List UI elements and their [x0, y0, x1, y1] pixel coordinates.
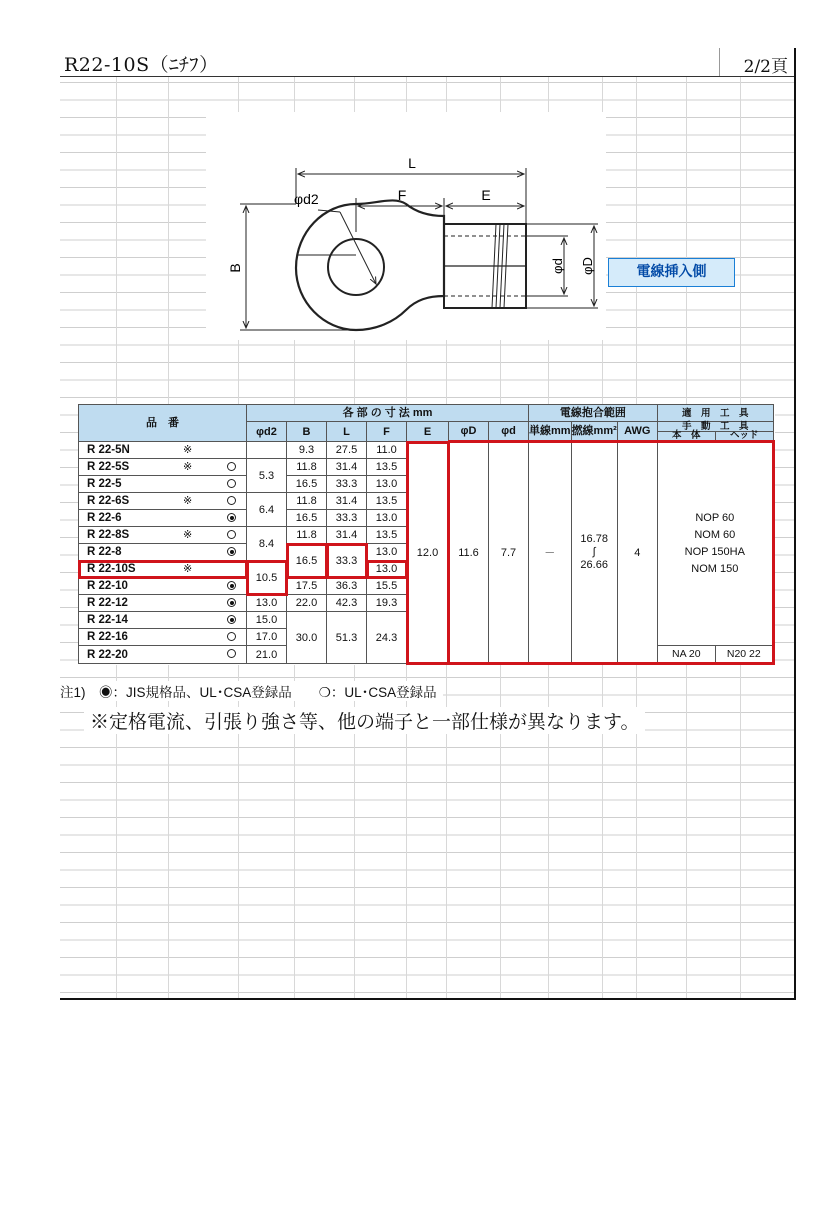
cell-d2: 17.0 — [247, 629, 287, 646]
ul-csa-mark-icon — [227, 530, 236, 539]
cell-L: 31.4 — [327, 493, 367, 510]
col-wire-range: 電線抱合範囲 — [529, 405, 658, 422]
cell-B: 16.5 — [287, 476, 327, 493]
jis-mark-icon — [227, 581, 236, 590]
col-dimensions: 各 部 の 寸 法 mm — [247, 405, 529, 422]
cell-d2: 15.0 — [247, 612, 287, 629]
col-E: E — [407, 422, 449, 442]
table-row — [79, 442, 774, 459]
ul-csa-mark-icon — [227, 479, 236, 488]
cell-L: 51.3 — [327, 612, 367, 664]
cell-F: 13.0 — [367, 510, 407, 527]
cell-d2: 21.0 — [247, 646, 287, 664]
cell-d2: 10.5 — [247, 561, 287, 595]
note-legend: 注1) ◉：JIS規格品、UL･CSA登録品 ❍：UL･CSA登録品 — [60, 681, 443, 701]
cell-F: 11.0 — [367, 442, 407, 459]
cell-L: 33.3 — [327, 544, 367, 578]
cell-F: 13.0 — [367, 561, 407, 578]
special-mark: ※ — [183, 563, 193, 575]
ring-outline — [296, 200, 444, 330]
col-strand: 撚線mm² — [571, 422, 617, 442]
cell-B: 22.0 — [287, 595, 327, 612]
part-number: R 22-6S — [87, 495, 130, 507]
part-number: R 22-5 — [87, 478, 122, 490]
special-mark: ※ — [183, 495, 193, 507]
part-number: R 22-8 — [87, 546, 122, 558]
spec-table — [78, 404, 775, 665]
page-box — [719, 48, 794, 76]
cell-B: 30.0 — [287, 612, 327, 664]
cell-B: 16.5 — [287, 510, 327, 527]
page-number: 2/2頁 — [743, 57, 788, 77]
jis-mark-icon — [227, 598, 236, 607]
col-tools: 適 用 工 具 — [657, 405, 773, 422]
wire-insertion-side-label: 電線挿入側 — [608, 258, 735, 287]
ul-csa-mark-icon — [227, 649, 236, 658]
dim-label-L: L — [408, 155, 416, 171]
col-tool-body: 本 体 — [658, 432, 716, 440]
terminal-diagram — [206, 112, 606, 340]
jis-mark-icon — [227, 615, 236, 624]
cell-F: 13.5 — [367, 459, 407, 476]
cell-F: 13.0 — [367, 476, 407, 493]
cell-tool-head: N20 22 — [715, 646, 773, 664]
col-F: F — [367, 422, 407, 442]
cell-single: － — [529, 442, 572, 664]
cell-F: 13.5 — [367, 493, 407, 510]
cell-L: 42.3 — [327, 595, 367, 612]
cell-L: 31.4 — [327, 527, 367, 544]
col-manual-tools: 手 動 工 具 — [658, 422, 773, 432]
terminal-drawing — [206, 112, 606, 340]
jis-mark-icon — [227, 547, 236, 556]
cell-d: 7.7 — [489, 442, 529, 664]
dim-label-d2: φd2 — [294, 191, 319, 207]
cell-E: 12.0 — [407, 442, 449, 664]
cell-D: 11.6 — [449, 442, 489, 664]
spreadsheet-page — [60, 48, 796, 1000]
cell-d2: 5.3 — [247, 459, 287, 493]
part-number: R 22-10S — [87, 563, 136, 575]
cell-strand: 16.78 ∫ 26.66 — [571, 442, 617, 664]
part-number: R 22-5S — [87, 461, 130, 473]
part-number: R 22-5N — [87, 444, 130, 456]
cell-L: 27.5 — [327, 442, 367, 459]
cell-d2: 13.0 — [247, 595, 287, 612]
cell-B: 11.8 — [287, 459, 327, 476]
cell-L: 33.3 — [327, 510, 367, 527]
part-number: R 22-10 — [87, 580, 128, 592]
part-number: R 22-12 — [87, 597, 128, 609]
cell-F: 13.5 — [367, 527, 407, 544]
note-special: ※定格電流、引張り強さ等、他の端子と一部仕様が異なります。 — [84, 707, 645, 734]
cell-F: 15.5 — [367, 578, 407, 595]
dim-label-D: φD — [580, 257, 595, 275]
part-number: R 22-6 — [87, 512, 122, 524]
col-D: φD — [449, 422, 489, 442]
ul-csa-mark-icon — [227, 632, 236, 641]
col-tool-head: ヘッド — [730, 430, 759, 441]
cell-L: 36.3 — [327, 578, 367, 595]
document-title: R22-10S（ﾆﾁﾌ） — [64, 54, 219, 76]
col-part-number: 品 番 — [79, 405, 247, 442]
col-L: L — [327, 422, 367, 442]
cell-tools: NOP 60 NOM 60 NOP 150HA NOM 150 — [657, 442, 773, 646]
dim-label-E: E — [481, 187, 491, 203]
cell-B: 9.3 — [287, 442, 327, 459]
part-number: R 22-14 — [87, 614, 128, 626]
stud-hole — [328, 239, 384, 295]
part-number: R 22-20 — [87, 648, 128, 661]
cell-tool-body: NA 20 — [657, 646, 715, 664]
title-bar — [60, 48, 794, 77]
cell-B: 11.8 — [287, 493, 327, 510]
jis-mark-icon — [227, 513, 236, 522]
cell-F: 24.3 — [367, 612, 407, 664]
dim-label-F: F — [397, 187, 407, 203]
cell-awg: 4 — [617, 442, 657, 664]
special-mark: ※ — [183, 529, 193, 541]
cell-B: 11.8 — [287, 527, 327, 544]
part-number: R 22-8S — [87, 529, 130, 541]
cell-d2: 8.4 — [247, 527, 287, 561]
col-d: φd — [489, 422, 529, 442]
cell-d2: 6.4 — [247, 493, 287, 527]
col-awg: AWG — [617, 422, 657, 442]
special-mark: ※ — [183, 444, 193, 456]
cell-B: 17.5 — [287, 578, 327, 595]
col-d2: φd2 — [247, 422, 287, 442]
col-B: B — [287, 422, 327, 442]
col-tool-sub — [657, 422, 773, 442]
cell-L: 31.4 — [327, 459, 367, 476]
cell-B: 16.5 — [287, 544, 327, 578]
col-single: 単線mm — [529, 422, 572, 442]
cell-F: 19.3 — [367, 595, 407, 612]
part-number: R 22-16 — [87, 631, 128, 643]
dim-label-B: B — [227, 263, 243, 273]
ul-csa-mark-icon — [227, 462, 236, 471]
ul-csa-mark-icon — [227, 496, 236, 505]
special-mark: ※ — [183, 461, 193, 473]
dim-label-d: φd — [550, 258, 565, 274]
cell-L: 33.3 — [327, 476, 367, 493]
cell-F: 13.0 — [367, 544, 407, 561]
